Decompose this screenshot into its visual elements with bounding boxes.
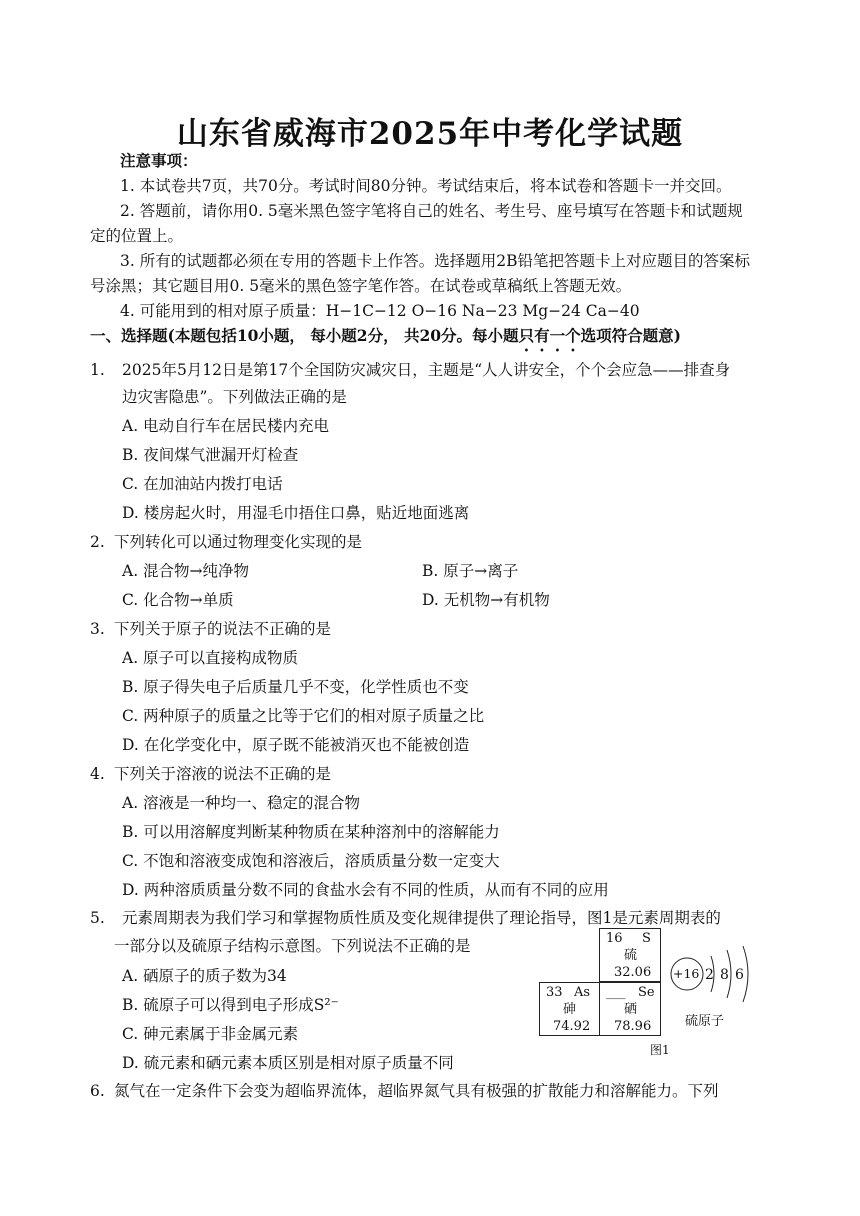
notice-item-4: 4. 可能用到的相对原子质量：H−1C−12 O−16 Na−23 Mg−24 Ca−40 (120, 302, 640, 320)
question-5-option-a: A. 硒原子的质子数为34 (122, 967, 287, 985)
question-5-stem-cont: 一部分以及硫原子结构示意图。下列说法不正确的是 (114, 937, 471, 955)
page-title: 山东省威海市2025年中考化学试题 (176, 116, 684, 152)
sulfur-name: 硫 (624, 948, 638, 963)
sulfur-number: 16 (606, 931, 623, 946)
question-5-option-b: B. 硫原子可以得到电子形成S²⁻ (122, 996, 339, 1014)
question-5-option-c: C. 砷元素属于非金属元素 (122, 1025, 299, 1043)
notice-item-3: 3. 所有的试题都必须在专用的答题卡上作答。选择题用2B铅笔把答题卡上对应题目的答案标 (120, 252, 750, 270)
question-5-number: 5. (90, 909, 105, 927)
question-5-option-d: D. 硫元素和硒元素本质区别是相对原子质量不同 (122, 1054, 454, 1072)
section-heading (90, 326, 681, 355)
question-4-option-b: B. 可以用溶解度判断某种物质在某种溶剂中的溶解能力 (122, 823, 500, 841)
question-6-number: 6. (90, 1082, 105, 1100)
arsenic-symbol: As (574, 985, 591, 1000)
arsenic-mass: 74.92 (553, 1019, 591, 1034)
notice-heading: 注意事项： (120, 151, 198, 170)
question-3-option-a: A. 原子可以直接构成物质 (122, 649, 299, 667)
sulfur-mass: 32.06 (614, 965, 652, 980)
question-1-option-a: A. 电动自行车在居民楼内充电 (122, 417, 330, 435)
question-4-number: 4. (90, 765, 105, 783)
question-5-stem: 元素周期表为我们学习和掌握物质性质及变化规律提供了理论指导，图1是元素周期表的 (122, 909, 721, 927)
question-3-option-c: C. 两种原子的质量之比等于它们的相对原子质量之比 (122, 707, 485, 725)
notice-item-2: 2. 答题前，请你用0. 5毫米黑色签字笔将自己的姓名、考生号、座号填写在答题卡和试题规 (120, 202, 743, 220)
selenium-name: 硒 (624, 1002, 638, 1017)
question-4-option-d: D. 两种溶质质量分数不同的食盐水会有不同的性质，从而有不同的应用 (122, 881, 609, 899)
notice-item-2-cont: 定的位置上。 (90, 227, 184, 245)
section-heading-main: 一、选择题(本题包括10小题， 每小题2分， 共20分。每小题 (90, 326, 519, 345)
question-1-option-b: B. 夜间煤气泄漏开灯检查 (122, 446, 299, 464)
question-3-stem: 下列关于原子的说法不正确的是 (114, 620, 332, 638)
question-1-option-d: D. 楼房起火时，用湿毛巾捂住口鼻，贴近地面逃离 (122, 504, 470, 522)
question-2-option-d: D. 无机物→有机物 (422, 591, 550, 609)
question-2-option-c: C. 化合物→单质 (122, 591, 234, 609)
sulfur-symbol: S (642, 931, 651, 946)
selenium-symbol: Se (638, 985, 655, 1000)
question-2-stem: 下列转化可以通过物理变化实现的是 (114, 533, 363, 551)
question-2-number: 2. (90, 533, 105, 551)
notice-item-1: 1. 本试卷共7页，共70分。考试时间80分钟。考试结束后，将本试卷和答题卡一并交回。 (120, 177, 732, 195)
question-4-stem: 下列关于溶液的说法不正确的是 (114, 765, 332, 783)
shell-3-electrons: 6 (735, 967, 744, 983)
periodic-cell-sulfur (599, 928, 661, 982)
section-heading-tail: 选项符合题意) (580, 326, 681, 345)
question-3-number: 3. (90, 620, 105, 638)
question-2-option-a: A. 混合物→纯净物 (122, 562, 250, 580)
periodic-cell-arsenic (539, 982, 600, 1036)
notice-item-3-cont: 号涂黑；其它题目用0. 5毫米的黑色签字笔作答。在试卷或草稿纸上答题无效。 (90, 277, 632, 295)
shell-2-electrons: 8 (720, 967, 729, 983)
question-3-option-b: B. 原子得失电子后质量几乎不变，化学性质也不变 (122, 678, 469, 696)
question-1-stem: 2025年5月12日是第17个全国防灾减灾日，主题是“人人讲安全，个个会应急——排查身 (122, 361, 731, 379)
nucleus-charge: +16 (673, 966, 700, 981)
question-3-option-d: D. 在化学变化中，原子既不能被消灭也不能被创造 (122, 736, 470, 754)
periodic-cell-selenium (599, 982, 661, 1036)
figure-caption: 图1 (650, 1043, 670, 1057)
question-4-option-a: A. 溶液是一种均一、稳定的混合物 (122, 794, 361, 812)
section-heading-emphasis: 只有一个 (518, 326, 581, 345)
arsenic-name: 砷 (563, 1002, 577, 1017)
question-1-option-c: C. 在加油站内拨打电话 (122, 475, 283, 493)
question-4-option-c: C. 不饱和溶液变成饱和溶液后，溶质质量分数一定变大 (122, 852, 500, 870)
selenium-number-blank: ___ (606, 985, 626, 1000)
shell-1-electrons: 2 (705, 967, 714, 983)
question-2-option-b: B. 原子→离子 (422, 562, 519, 580)
question-6-stem: 氮气在一定条件下会变为超临界流体，超临界氮气具有极强的扩散能力和溶解能力。下列 (114, 1082, 719, 1100)
atom-label: 硫原子 (685, 1014, 725, 1029)
question-1-number: 1. (90, 361, 105, 379)
selenium-mass: 78.96 (614, 1019, 652, 1034)
arsenic-number: 33 (546, 985, 563, 1000)
figure-1 (539, 928, 779, 1058)
question-1-stem-cont: 边灾害隐患”。下列做法正确的是 (122, 388, 347, 406)
